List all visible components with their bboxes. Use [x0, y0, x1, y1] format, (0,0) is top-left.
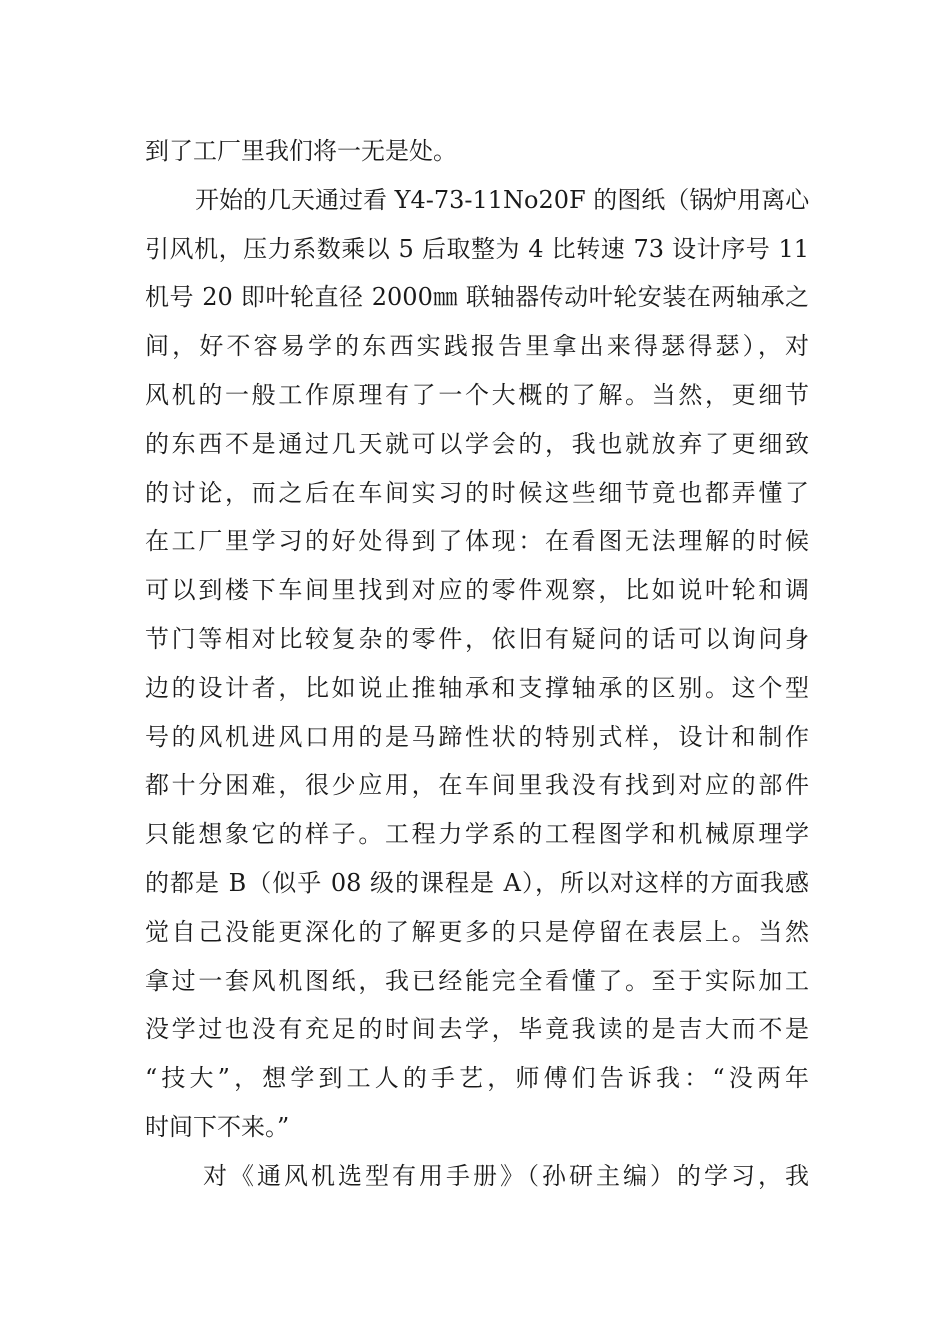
text-line: 到了工厂里我们将一无是处。 [145, 137, 457, 165]
text-line: 边的设计者，比如说止推轴承和支撑轴承的区别。这个型 [145, 673, 809, 702]
text-line: 觉自己没能更深化的了解更多的只是停留在表层上。当然 [145, 917, 809, 946]
text-line: 的讨论，而之后在车间实习的时候这些细节竟也都弄懂了 [145, 478, 809, 507]
text-line: 引风机，压力系数乘以 5 后取整为 4 比转速 73 设计序号 11 [145, 234, 809, 263]
text-line: 都十分困难，很少应用，在车间里我没有找到对应的部件 [145, 771, 809, 800]
text-line: 时间下不来。” [145, 1112, 290, 1141]
text-line: 可以到楼下车间里找到对应的零件观察，比如说叶轮和调 [145, 576, 809, 605]
text-line: 的都是 B（似乎 08 级的课程是 A），所以对这样的方面我感 [145, 868, 809, 897]
text-line: 的东西不是通过几天就可以学会的，我也就放弃了更细致 [145, 429, 809, 458]
text-line: 节门等相对比较复杂的零件，依旧有疑问的话可以询问身 [145, 624, 809, 653]
text-line: 对《通风机选型有用手册》（孙研主编）的学习，我 [203, 1161, 809, 1190]
text-line: 拿过一套风机图纸，我已经能完全看懂了。至于实际加工 [145, 966, 809, 995]
text-line: “技大”，想学到工人的手艺，师傅们告诉我：“没两年 [145, 1064, 809, 1093]
text-line: 机号 20 即叶轮直径 2000㎜ 联轴器传动叶轮安装在两轴承之 [145, 283, 809, 312]
text-line: 风机的一般工作原理有了一个大概的了解。当然，更细节 [145, 380, 809, 409]
text-line: 间，好不容易学的东西实践报告里拿出来得瑟得瑟），对 [145, 332, 809, 361]
text-line: 没学过也没有充足的时间去学，毕竟我读的是吉大而不是 [145, 1015, 809, 1044]
text-line: 号的风机进风口用的是马蹄性状的特别式样，设计和制作 [145, 722, 809, 751]
body-text [145, 127, 809, 1201]
text-line: 只能想象它的样子。工程力学系的工程图学和机械原理学 [145, 820, 809, 849]
text-line: 在工厂里学习的好处得到了体现：在看图无法理解的时候 [145, 527, 809, 556]
text-line: 开始的几天通过看 Y4-73-11No20F 的图纸（锅炉用离心 [195, 185, 809, 214]
